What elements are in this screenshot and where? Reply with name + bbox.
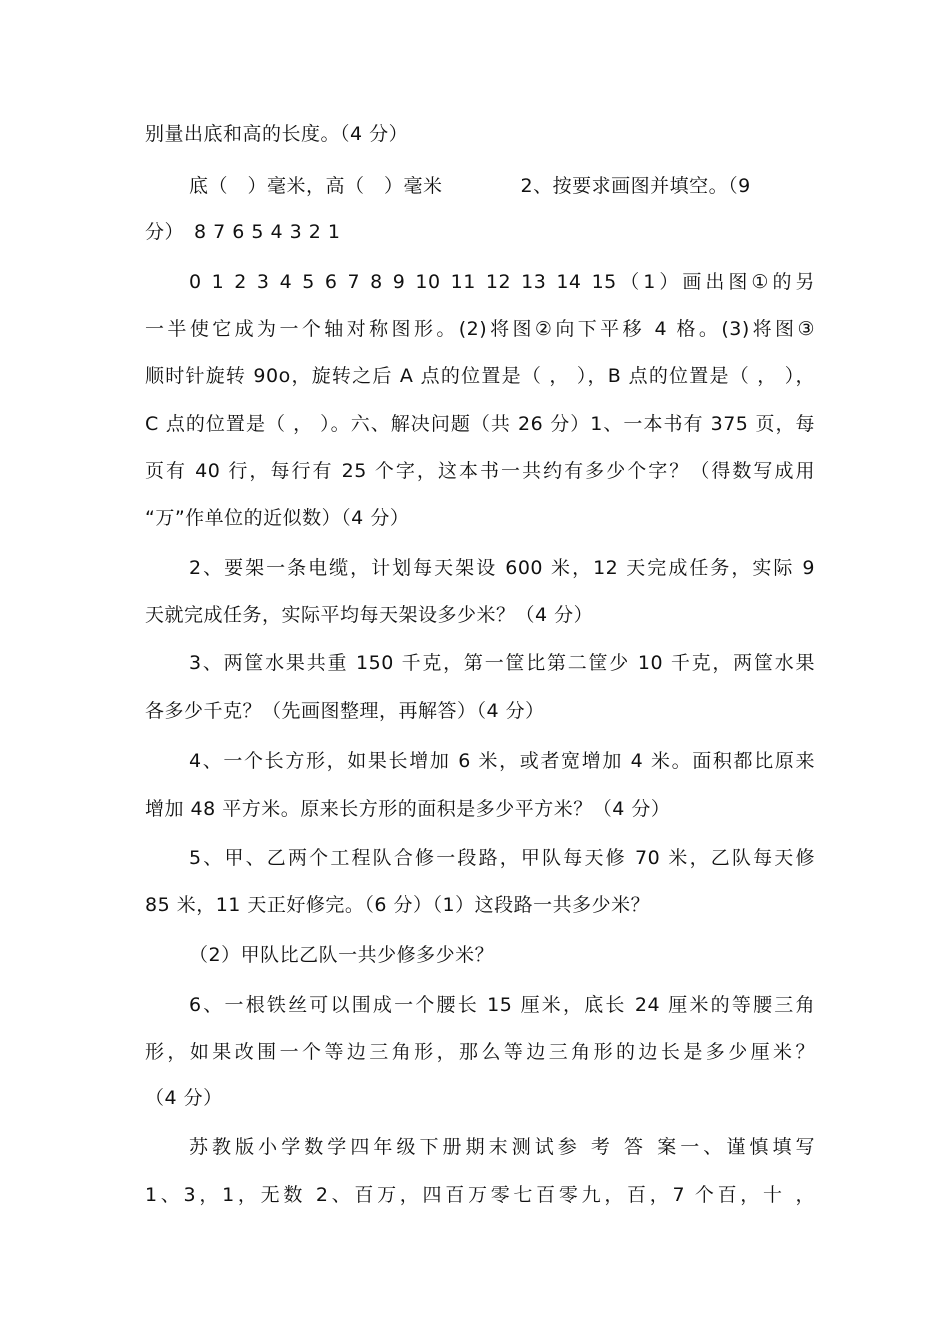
text-line: 分） 8 7 6 5 4 3 2 1: [145, 221, 341, 243]
text-line: 别量出底和高的长度。（4 分）: [145, 123, 409, 145]
text-line: “万”作单位的近似数）（4 分）: [145, 507, 410, 529]
text-line: 苏教版小学数学四年级下册期末测试参 考 答 案一、谨慎填写: [189, 1136, 815, 1158]
text-line: 1、3，1，无数 2、百万，四百万零七百零九，百，7 个百，十 ，: [145, 1184, 815, 1206]
text-line: 各多少千克？（先画图整理，再解答）（4 分）: [145, 700, 545, 722]
text-line: 85 米，11 天正好修完。（6 分）（1）这段路一共多少米？: [145, 894, 651, 916]
text-line: 天就完成任务，实际平均每天架设多少米？（4 分）: [145, 604, 594, 626]
text-line: 5、甲、乙两个工程队合修一段路，甲队每天修 70 米，乙队每天修: [189, 847, 815, 869]
text-line: 页有 40 行，每行有 25 个字，这本书一共约有多少个字？（得数写成用: [145, 460, 815, 482]
text-line: 增加 48 平方米。原来长方形的面积是多少平方米？（4 分）: [145, 798, 671, 820]
text-line: 6、一根铁丝可以围成一个腰长 15 厘米，底长 24 厘米的等腰三角: [189, 994, 815, 1016]
text-line: （4 分）: [145, 1087, 223, 1109]
text-line: C 点的位置是（ ， ）。六、解决问题（共 26 分）1、一本书有 375 页，每: [145, 413, 815, 435]
text-line: 4、一个长方形，如果长增加 6 米，或者宽增加 4 米。面积都比原来: [189, 750, 815, 772]
text-line: 一半使它成为一个轴对称图形。(2)将图②向下平移 4 格。(3)将图③: [145, 318, 815, 340]
text-line: 底（ ）毫米，高（ ）毫米 2、按要求画图并填空。（9: [189, 175, 751, 197]
text-line: 2、要架一条电缆，计划每天架设 600 米，12 天完成任务，实际 9: [189, 557, 815, 579]
text-line: 3、两筐水果共重 150 千克，第一筐比第二筐少 10 千克，两筐水果: [189, 652, 815, 674]
text-line: 形，如果改围一个等边三角形，那么等边三角形的边长是多少厘米？: [145, 1041, 815, 1063]
text-line: （2）甲队比乙队一共少修多少米？: [189, 944, 495, 966]
text-line: 顺时针旋转 90o，旋转之后 A 点的位置是（ ， ），B 点的位置是（ ， ），: [145, 365, 815, 387]
text-line: 0 1 2 3 4 5 6 7 8 9 10 11 12 13 14 15（1）画出图①的另: [189, 271, 815, 293]
